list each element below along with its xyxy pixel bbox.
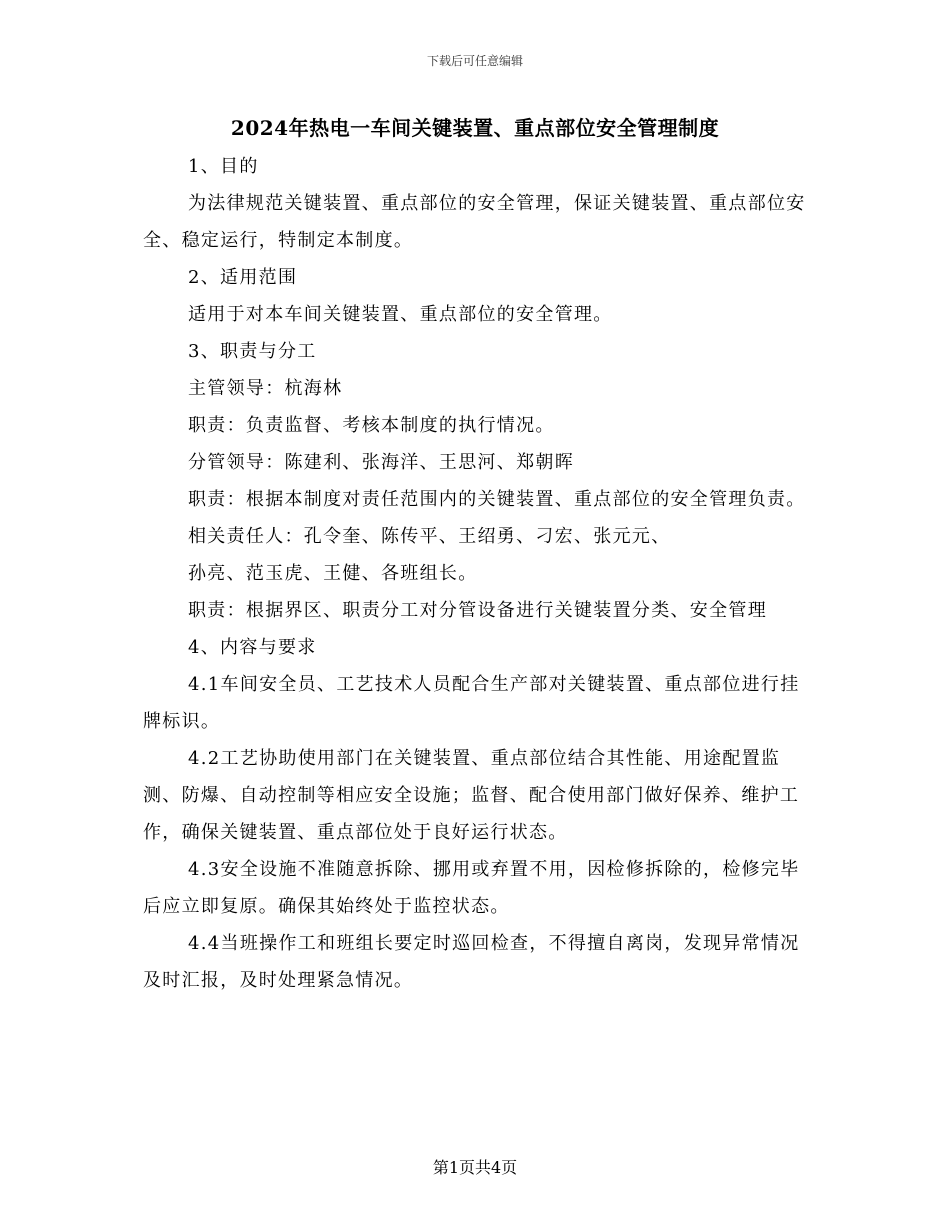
page-header-note: 下载后可任意编辑: [426, 54, 523, 68]
section-heading-scope: 2、适用范围: [188, 267, 298, 288]
section-heading-responsibilities: 3、职责与分工: [188, 341, 317, 362]
paragraph-lead-duty: 职责：负责监督、考核本制度的执行情况。: [188, 415, 555, 436]
paragraph-branch-duty: 职责：根据本制度对责任范围内的关键装置、重点部位的安全管理负责。: [188, 489, 806, 510]
page-number-indicator: 第1页共4页: [432, 1158, 518, 1177]
section-heading-purpose: 1、目的: [188, 156, 259, 177]
paragraph-lead-manager: 主管领导：杭海林: [188, 378, 343, 399]
paragraph-branch-managers: 分管领导：陈建利、张海洋、王思河、郑朝晖: [188, 452, 574, 473]
paragraph-item-4-3: 4.3安全设施不准随意拆除、挪用或弃置不用，因检修拆除的，检修完毕后应立即复原。确保其始终处于监控状态。: [143, 859, 800, 917]
paragraph-item-4-2: 4.2工艺协助使用部门在关键装置、重点部位结合其性能、用途配置监测、防爆、自动控制等相应安全设施；监督、配合使用部门做好保养、维护工作，确保关键装置、重点部位处于良好运行状态。: [143, 748, 800, 843]
paragraph-purpose: 为法律规范关键装置、重点部位的安全管理，保证关键装置、重点部位安全、稳定运行，特制定本制度。: [143, 193, 806, 251]
paragraph-responsible-persons-cont: 孙亮、范玉虎、王健、各班组长。: [188, 563, 478, 584]
document-body: [143, 148, 811, 999]
paragraph-item-4-4: 4.4当班操作工和班组长要定时巡回检查，不得擅自离岗，发现异常情况及时汇报，及时处理紧急情况。: [143, 933, 800, 991]
document-title: 2024年热电一车间关键装置、重点部位安全管理制度: [230, 116, 720, 140]
section-heading-content: 4、内容与要求: [188, 637, 317, 658]
paragraph-responsible-persons: 相关责任人：孔令奎、陈传平、王绍勇、刁宏、张元元、: [188, 526, 671, 547]
paragraph-scope: 适用于对本车间关键装置、重点部位的安全管理。: [188, 304, 613, 325]
paragraph-item-4-1: 4.1车间安全员、工艺技术人员配合生产部对关键装置、重点部位进行挂牌标识。: [143, 674, 800, 732]
paragraph-responsible-duty: 职责：根据界区、职责分工对分管设备进行关键装置分类、安全管理: [188, 600, 767, 621]
